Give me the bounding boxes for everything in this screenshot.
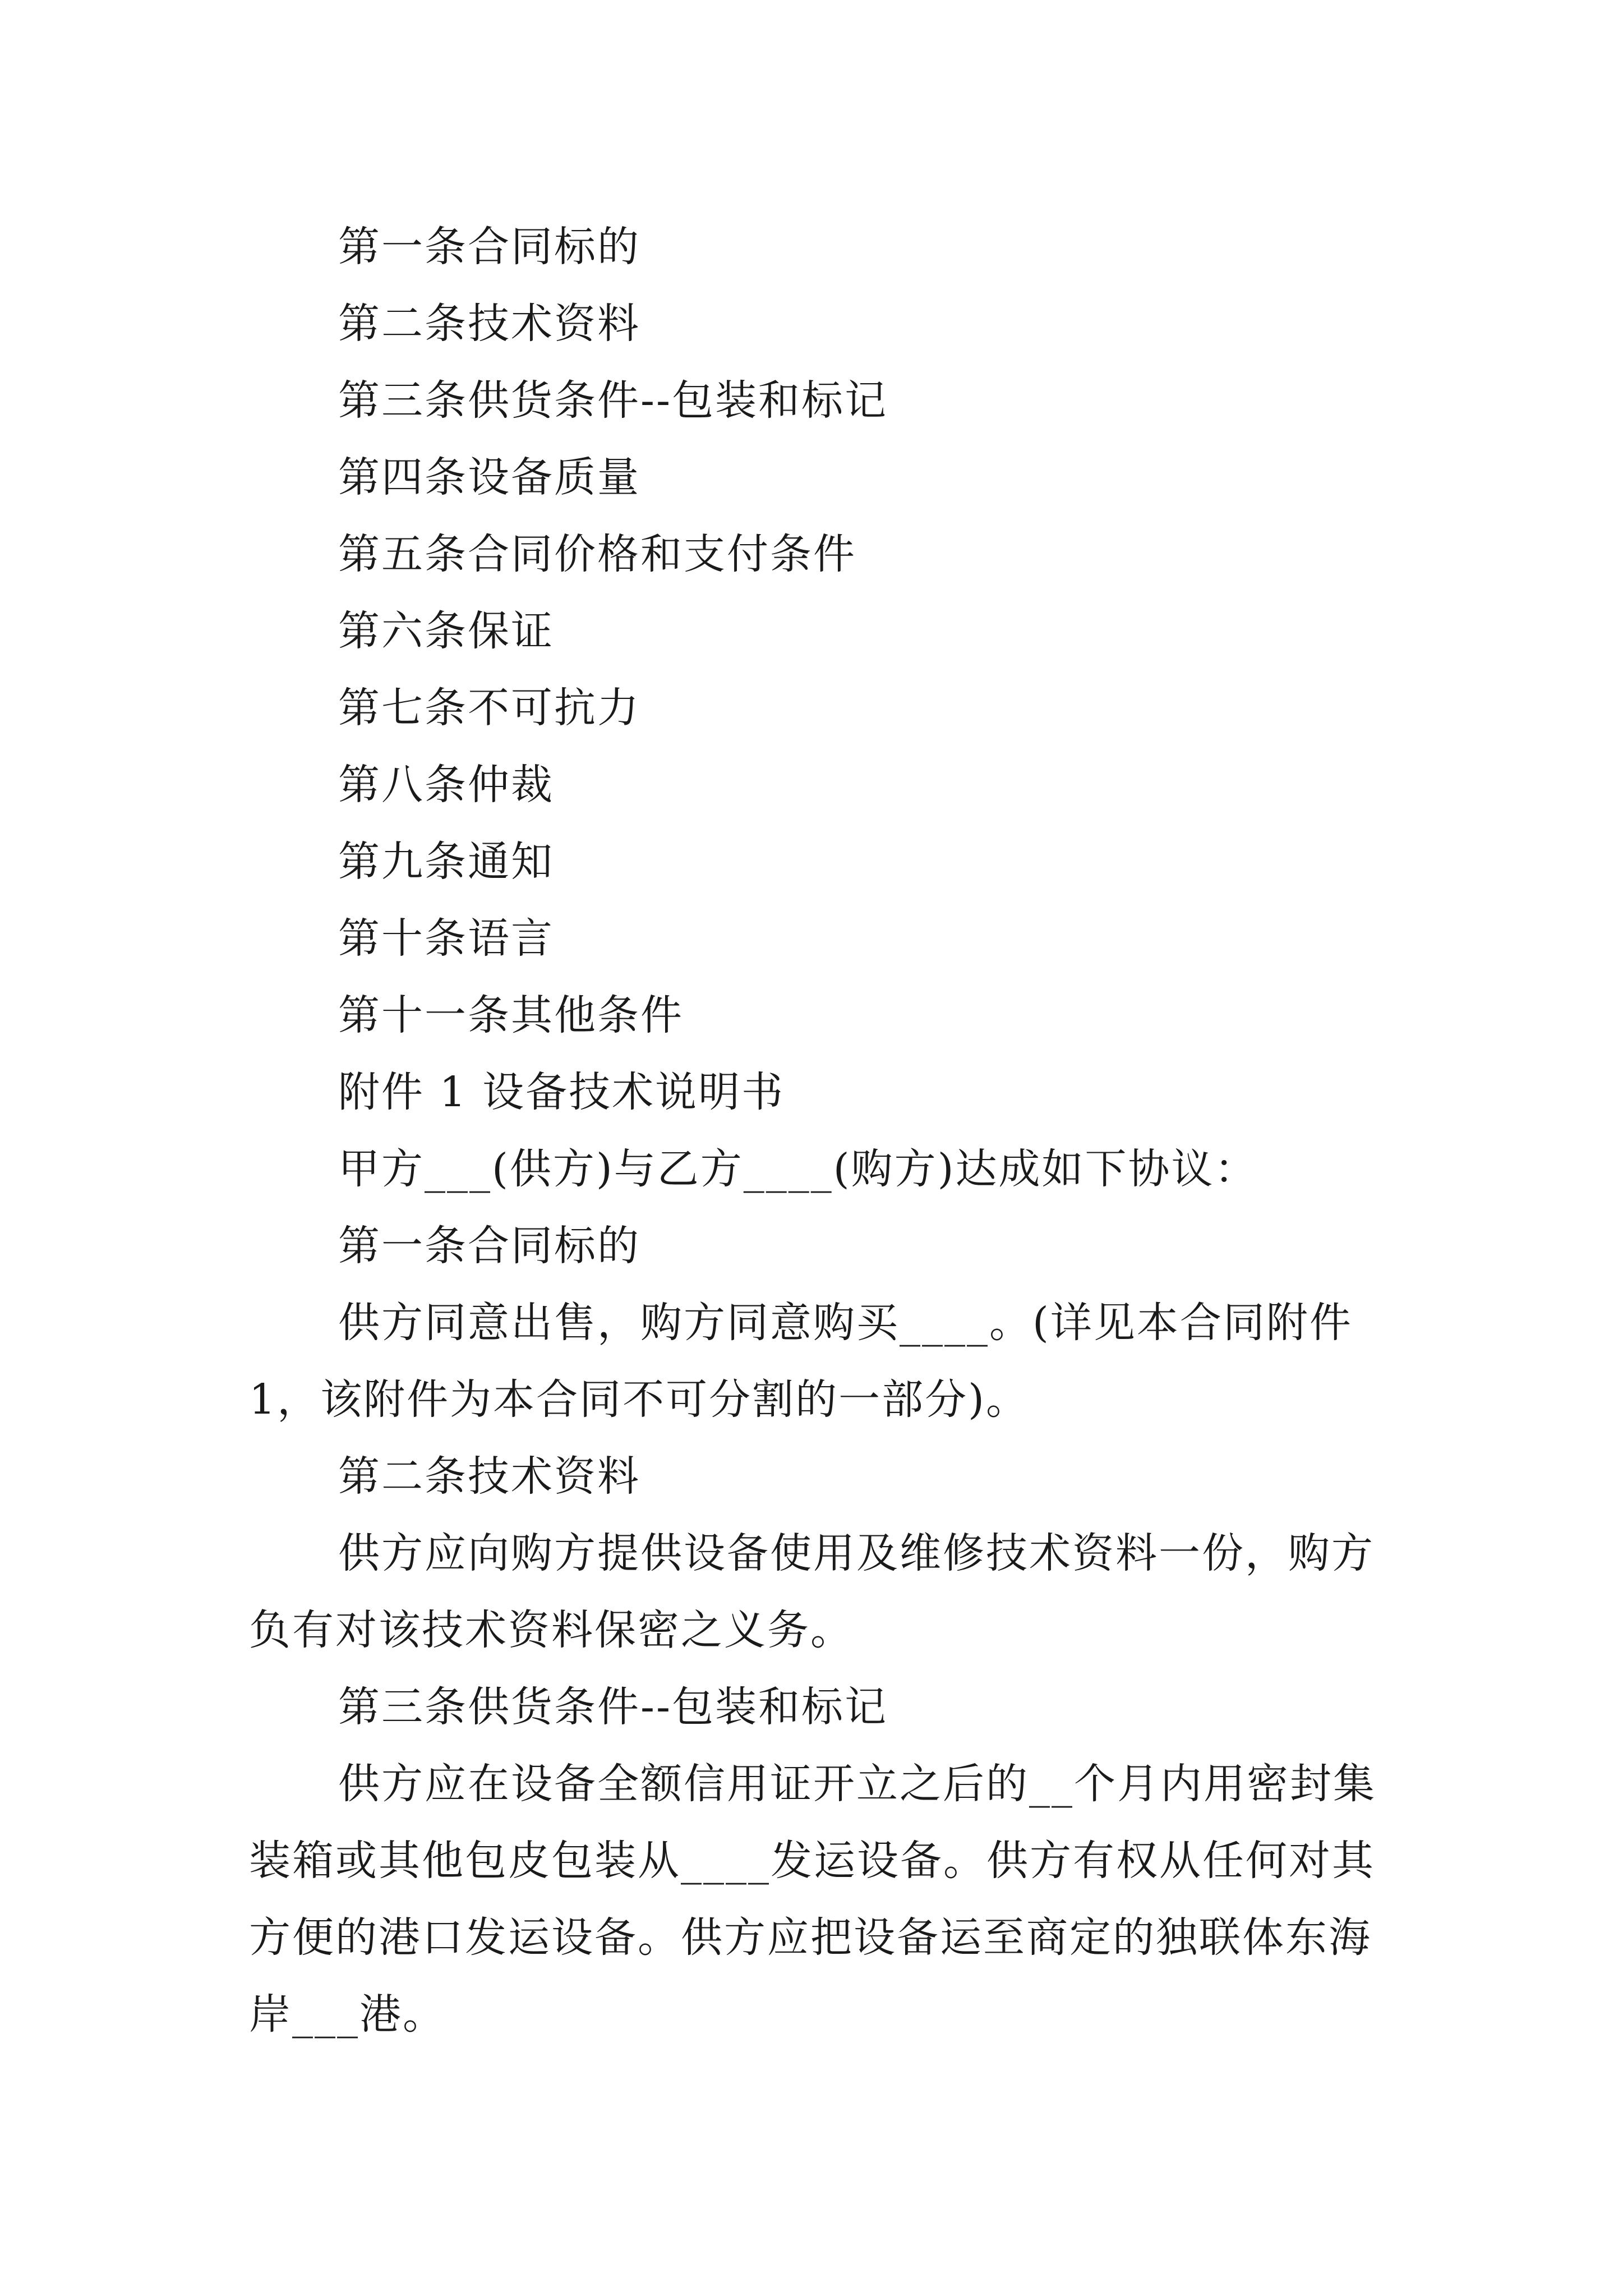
toc-item-9: 第九条通知 [338, 838, 554, 886]
article2-heading: 第二条技术资料 [338, 1452, 640, 1501]
toc-item-8: 第八条仲裁 [338, 761, 554, 809]
article3-body-line: 岸___港。 [249, 1990, 446, 2039]
toc-item-6: 第六条保证 [338, 607, 554, 655]
article3-body-line: 方便的港口发运设备。供方应把设备运至商定的独联体东海 [249, 1913, 1372, 1962]
article1-body-line: 1，该附件为本合同不可分割的一部分)。 [249, 1375, 1029, 1424]
toc-item-appendix: 附件 1 设备技术说明书 [338, 1068, 785, 1116]
toc-item-2: 第二条技术资料 [338, 300, 640, 348]
article2-body-line: 负有对该技术资料保密之义务。 [249, 1606, 854, 1654]
intro-paragraph: 甲方___(供方)与乙方____(购方)达成如下协议： [338, 1145, 1258, 1193]
article2-body-line: 供方应向购方提供设备使用及维修技术资料一份，购方 [338, 1529, 1375, 1577]
toc-item-3: 第三条供货条件--包装和标记 [338, 376, 888, 425]
article3-body-line: 装箱或其他包皮包装从____发运设备。供方有权从任何对其 [249, 1837, 1375, 1885]
document-body [249, 209, 1387, 2053]
toc-item-7: 第七条不可抗力 [338, 684, 640, 732]
toc-item-10: 第十条语言 [338, 914, 554, 963]
article1-heading: 第一条合同标的 [338, 1222, 640, 1270]
article1-body-line: 供方同意出售，购方同意购买____。(详见本合同附件 [338, 1299, 1353, 1347]
toc-item-5: 第五条合同价格和支付条件 [338, 530, 856, 578]
article3-body-line: 供方应在设备全额信用证开立之后的__个月内用密封集 [338, 1760, 1376, 1808]
toc-item-4: 第四条设备质量 [338, 453, 640, 501]
article3-heading: 第三条供货条件--包装和标记 [338, 1683, 888, 1731]
toc-item-1: 第一条合同标的 [338, 223, 640, 271]
toc-item-11: 第十一条其他条件 [338, 991, 684, 1039]
